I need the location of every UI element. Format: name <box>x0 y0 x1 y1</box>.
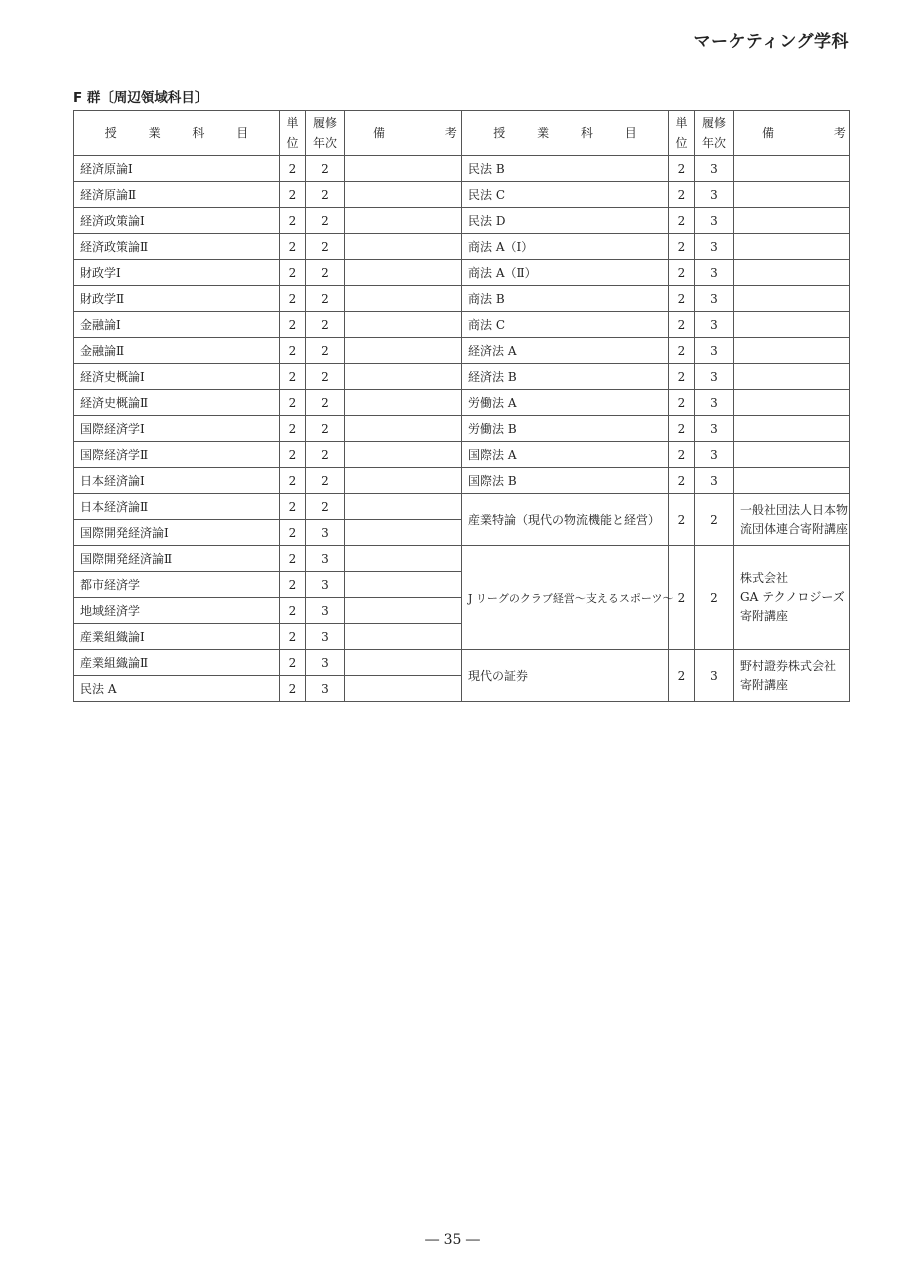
remark-cell <box>734 338 850 364</box>
credits-value: 2 <box>280 520 306 546</box>
table-header-row <box>462 111 850 156</box>
table-row <box>74 442 462 468</box>
table-row <box>462 208 850 234</box>
credits-value: 2 <box>280 676 306 702</box>
year-value: 3 <box>695 260 734 286</box>
course-name: 財政学Ⅱ <box>74 286 280 312</box>
course-name: 産業特論（現代の物流機能と経営） <box>462 494 669 546</box>
header-course: 授 業 科 目 <box>462 111 669 156</box>
year-value: 3 <box>695 416 734 442</box>
remark-line: 寄附講座 <box>740 677 789 692</box>
year-value: 3 <box>306 546 345 572</box>
credits-value: 2 <box>669 546 695 650</box>
course-name: 経済政策論Ⅱ <box>74 234 280 260</box>
course-name: 経済史概論Ⅰ <box>74 364 280 390</box>
credits-value: 2 <box>669 364 695 390</box>
credits-value: 2 <box>669 650 695 702</box>
course-name: 経済史概論Ⅱ <box>74 390 280 416</box>
remark-cell <box>345 390 462 416</box>
table-row <box>74 494 462 520</box>
header-year: 履修 年次 <box>695 111 734 156</box>
table-row <box>74 416 462 442</box>
header-remarks: 備 考 <box>345 111 462 156</box>
remark-cell <box>734 208 850 234</box>
course-name: 国際経済学Ⅱ <box>74 442 280 468</box>
year-value: 3 <box>306 650 345 676</box>
credits-value: 2 <box>669 182 695 208</box>
table-row <box>462 338 850 364</box>
year-value: 3 <box>695 390 734 416</box>
remark-cell <box>345 650 462 676</box>
course-name: 経済法 A <box>462 338 669 364</box>
table-header-row <box>74 111 462 156</box>
table-row <box>74 156 462 182</box>
credits-value: 2 <box>280 182 306 208</box>
table-row <box>462 234 850 260</box>
table-row <box>462 312 850 338</box>
table-row <box>74 624 462 650</box>
year-value: 2 <box>306 364 345 390</box>
year-value: 2 <box>306 390 345 416</box>
course-name: 民法 A <box>74 676 280 702</box>
year-value: 3 <box>306 520 345 546</box>
course-name: 国際法 A <box>462 442 669 468</box>
year-value: 3 <box>306 598 345 624</box>
remark-cell <box>345 442 462 468</box>
table-row <box>462 156 850 182</box>
remark-cell <box>734 260 850 286</box>
remark-cell <box>734 390 850 416</box>
course-name: 労働法 B <box>462 416 669 442</box>
remark-cell <box>734 234 850 260</box>
year-value: 3 <box>695 182 734 208</box>
credits-value: 2 <box>669 338 695 364</box>
table-row <box>74 208 462 234</box>
remark-cell <box>345 208 462 234</box>
year-value: 3 <box>695 234 734 260</box>
remark-cell <box>345 572 462 598</box>
table-row <box>74 234 462 260</box>
credits-value: 2 <box>669 156 695 182</box>
credits-value: 2 <box>669 442 695 468</box>
year-value: 3 <box>306 624 345 650</box>
course-name: 現代の証券 <box>462 650 669 702</box>
credits-value: 2 <box>280 598 306 624</box>
remark-cell <box>345 182 462 208</box>
credits-value: 2 <box>280 468 306 494</box>
table-row <box>462 364 850 390</box>
credits-value: 2 <box>669 390 695 416</box>
remark-cell <box>734 546 850 650</box>
credits-value: 2 <box>280 208 306 234</box>
year-value: 2 <box>695 494 734 546</box>
course-name: 商法 C <box>462 312 669 338</box>
year-value: 2 <box>306 234 345 260</box>
table-row <box>74 182 462 208</box>
course-name: 民法 C <box>462 182 669 208</box>
remark-line: GA テクノロジーズ <box>740 590 845 604</box>
table-row <box>74 312 462 338</box>
table-row <box>74 546 462 572</box>
department-title: マーケティング学科 <box>693 32 849 52</box>
remark-cell <box>734 650 850 702</box>
year-value: 3 <box>695 650 734 702</box>
table-row <box>462 286 850 312</box>
table-row <box>462 390 850 416</box>
year-value: 3 <box>306 676 345 702</box>
page-number: ― 35 ― <box>425 1232 480 1248</box>
course-name: 商法 A（Ⅰ） <box>462 234 669 260</box>
year-value: 2 <box>306 416 345 442</box>
remark-cell <box>734 364 850 390</box>
remark-line: 株式会社 <box>740 571 789 585</box>
credits-value: 2 <box>280 312 306 338</box>
year-value: 3 <box>306 572 345 598</box>
remark-cell <box>734 286 850 312</box>
credits-value: 2 <box>280 416 306 442</box>
remark-cell <box>345 624 462 650</box>
course-name: 経済原論Ⅱ <box>74 182 280 208</box>
course-name: 国際経済学Ⅰ <box>74 416 280 442</box>
table-row <box>74 598 462 624</box>
year-value: 2 <box>306 182 345 208</box>
year-value: 3 <box>695 156 734 182</box>
remark-cell <box>734 468 850 494</box>
remark-cell <box>734 416 850 442</box>
remark-cell <box>734 156 850 182</box>
credits-value: 2 <box>280 364 306 390</box>
remark-cell <box>734 312 850 338</box>
course-name: 日本経済論Ⅰ <box>74 468 280 494</box>
course-name: 経済法 B <box>462 364 669 390</box>
course-name: 産業組織論Ⅰ <box>74 624 280 650</box>
credits-value: 2 <box>669 286 695 312</box>
year-value: 2 <box>306 494 345 520</box>
credits-value: 2 <box>280 338 306 364</box>
credits-value: 2 <box>280 650 306 676</box>
year-value: 2 <box>306 208 345 234</box>
course-name: 金融論Ⅰ <box>74 312 280 338</box>
credits-value: 2 <box>280 442 306 468</box>
year-value: 2 <box>306 260 345 286</box>
remark-line: 野村證券株式会社 <box>740 658 837 673</box>
header-credits: 単 位 <box>280 111 306 156</box>
credits-value: 2 <box>669 260 695 286</box>
remark-cell <box>345 312 462 338</box>
credits-value: 2 <box>669 468 695 494</box>
table-row <box>74 650 462 676</box>
table-row <box>74 364 462 390</box>
table-row <box>74 520 462 546</box>
credits-value: 2 <box>669 416 695 442</box>
course-name: 金融論Ⅱ <box>74 338 280 364</box>
remark-line: 寄附講座 <box>740 609 789 623</box>
table-row <box>74 286 462 312</box>
credits-value: 2 <box>280 260 306 286</box>
year-value: 2 <box>306 338 345 364</box>
remark-cell <box>345 416 462 442</box>
table-row <box>74 676 462 702</box>
table-row <box>74 260 462 286</box>
course-name: 国際開発経済論Ⅰ <box>74 520 280 546</box>
credits-value: 2 <box>280 286 306 312</box>
credits-value: 2 <box>280 624 306 650</box>
remark-cell <box>345 676 462 702</box>
year-value: 3 <box>695 338 734 364</box>
year-value: 3 <box>695 286 734 312</box>
course-name: 経済政策論Ⅰ <box>74 208 280 234</box>
remark-cell <box>345 338 462 364</box>
header-year: 履修 年次 <box>306 111 345 156</box>
year-value: 2 <box>306 156 345 182</box>
remark-cell <box>734 494 850 546</box>
course-name: 商法 A（Ⅱ） <box>462 260 669 286</box>
year-value: 3 <box>695 208 734 234</box>
table-row <box>74 390 462 416</box>
remark-cell <box>345 598 462 624</box>
year-value: 3 <box>695 364 734 390</box>
remark-line: 一般社団法人日本物 <box>740 502 849 517</box>
table-row <box>462 650 850 702</box>
left-course-table <box>73 110 485 702</box>
course-name: 労働法 A <box>462 390 669 416</box>
table-row <box>74 572 462 598</box>
year-value: 2 <box>306 468 345 494</box>
table-row <box>462 468 850 494</box>
remark-cell <box>345 364 462 390</box>
section-title: F 群〔周辺領域科目〕 <box>73 90 209 106</box>
remark-line: 流団体連合寄附講座 <box>740 521 849 536</box>
table-row <box>74 338 462 364</box>
remark-cell <box>345 468 462 494</box>
course-name: 商法 B <box>462 286 669 312</box>
remark-cell <box>345 546 462 572</box>
course-name: 国際法 B <box>462 468 669 494</box>
course-name: 経済原論Ⅰ <box>74 156 280 182</box>
table-row <box>462 546 850 650</box>
year-value: 2 <box>695 546 734 650</box>
year-value: 2 <box>306 312 345 338</box>
table-row <box>74 468 462 494</box>
course-name: 都市経済学 <box>74 572 280 598</box>
header-remarks: 備 考 <box>734 111 850 156</box>
header-credits: 単 位 <box>669 111 695 156</box>
table-row <box>462 182 850 208</box>
course-name: 日本経済論Ⅱ <box>74 494 280 520</box>
remark-cell <box>345 156 462 182</box>
year-value: 2 <box>306 442 345 468</box>
course-name: J リーグのクラブ経営〜支えるスポーツ〜 <box>462 546 669 650</box>
credits-value: 2 <box>280 546 306 572</box>
credits-value: 2 <box>280 494 306 520</box>
credits-value: 2 <box>669 234 695 260</box>
right-course-table <box>461 110 874 702</box>
credits-value: 2 <box>280 390 306 416</box>
table-row <box>462 416 850 442</box>
remark-cell <box>734 182 850 208</box>
table-row <box>462 260 850 286</box>
course-name: 民法 D <box>462 208 669 234</box>
remark-cell <box>345 494 462 520</box>
credits-value: 2 <box>669 312 695 338</box>
year-value: 3 <box>695 312 734 338</box>
credits-value: 2 <box>280 572 306 598</box>
table-row <box>462 442 850 468</box>
course-name: 地域経済学 <box>74 598 280 624</box>
header-course: 授 業 科 目 <box>74 111 280 156</box>
year-value: 3 <box>695 442 734 468</box>
year-value: 3 <box>695 468 734 494</box>
remark-cell <box>345 234 462 260</box>
credits-value: 2 <box>669 494 695 546</box>
course-name: 産業組織論Ⅱ <box>74 650 280 676</box>
credits-value: 2 <box>280 234 306 260</box>
credits-value: 2 <box>669 208 695 234</box>
course-name: 財政学Ⅰ <box>74 260 280 286</box>
remark-cell <box>345 260 462 286</box>
year-value: 2 <box>306 286 345 312</box>
table-row <box>462 494 850 546</box>
remark-cell <box>345 286 462 312</box>
remark-cell <box>345 520 462 546</box>
course-name: 民法 B <box>462 156 669 182</box>
credits-value: 2 <box>280 156 306 182</box>
remark-cell <box>734 442 850 468</box>
course-name: 国際開発経済論Ⅱ <box>74 546 280 572</box>
